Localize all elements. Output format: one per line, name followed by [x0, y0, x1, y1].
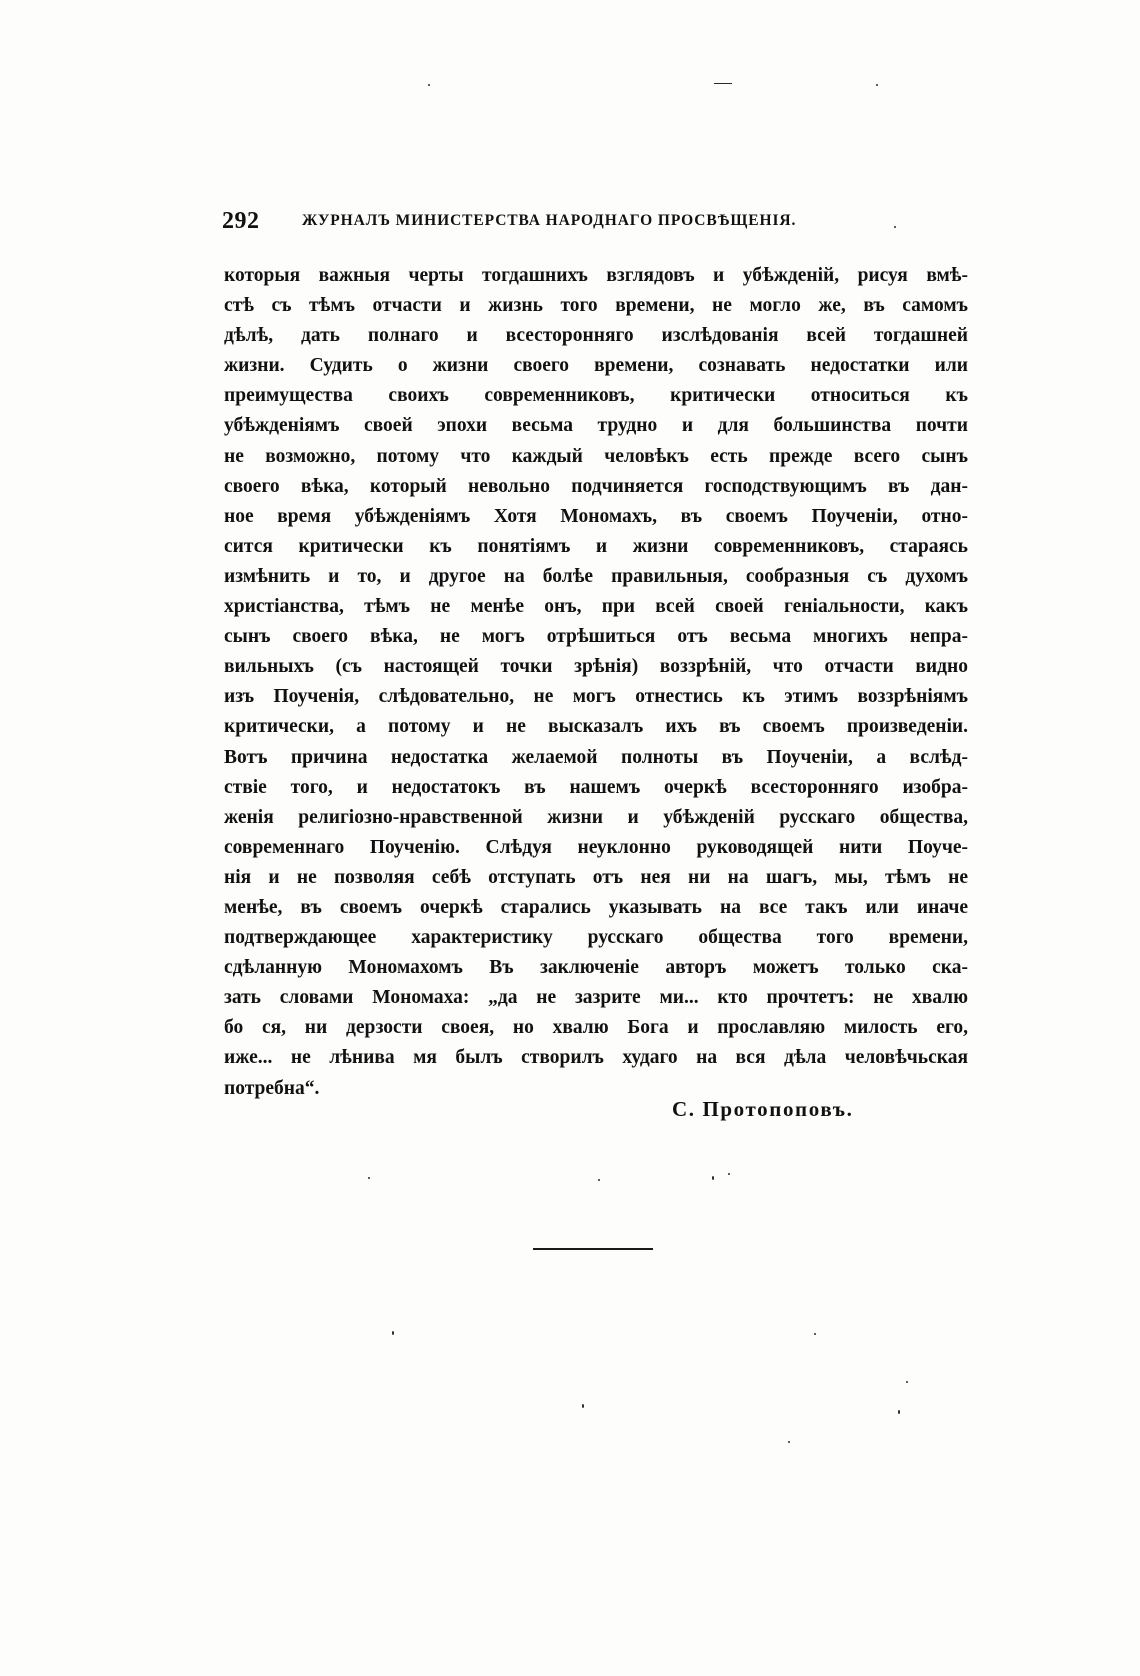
scan-speck	[876, 84, 878, 86]
page-header	[222, 204, 894, 238]
text-line: убѣжденіямъ своей эпохи весьма трудно и для большинства почти	[224, 415, 968, 437]
text-line: ное время убѣжденіямъ Хотя Мономахъ, въ своемъ Поученіи, отно-	[224, 505, 968, 527]
scan-speck	[728, 1173, 730, 1175]
scan-speck	[898, 1410, 900, 1414]
scan-speck	[814, 1333, 816, 1335]
text-line: преимущества своихъ современниковъ, критически относиться къ	[224, 385, 968, 407]
text-line: нія и не позволяя себѣ отступать отъ нея ни на шагъ, мы, тѣмъ не	[224, 866, 968, 888]
end-rule	[533, 1248, 653, 1250]
text-line: своего вѣка, который невольно подчиняется господствующимъ въ дан-	[224, 475, 968, 497]
text-line: изъ Поученія, слѣдовательно, не могъ отнестись къ этимъ воззрѣніямъ	[224, 686, 968, 708]
text-line: Вотъ причина недостатка желаемой полноты въ Поученіи, а вслѣд-	[224, 746, 968, 768]
text-line: бо ся, ни дерзости своея, но хвалю Бога и прославляю милость его,	[224, 1017, 968, 1039]
text-line: жизни. Судить о жизни своего времени, сознавать недостатки или	[224, 355, 968, 377]
text-line: менѣе, въ своемъ очеркѣ старались указывать на все такъ или иначе	[224, 896, 968, 918]
text-line: не возможно, потому что каждый человѣкъ есть прежде всего сынъ	[224, 445, 968, 467]
scan-speck	[788, 1441, 790, 1443]
text-line: сдѣланную Мономахомъ Въ заключеніе авторъ можетъ только ска-	[224, 957, 968, 979]
page-number: 292	[222, 208, 260, 234]
running-title: ЖУРНАЛЪ МИНИСТЕРСТВА НАРОДНАГО ПРОСВѢЩЕНІЯ.	[302, 212, 797, 229]
text-line: критически, а потому и не высказалъ ихъ въ своемъ произведеніи.	[224, 716, 968, 738]
scan-speck	[906, 1381, 908, 1383]
text-line: женія религіозно-нравственной жизни и убѣжденій русскаго общества,	[224, 806, 968, 828]
text-line: христіанства, тѣмъ не менѣе онъ, при всей своей геніальности, какъ	[224, 596, 968, 618]
text-line: подтверждающее характеристику русскаго общества того времени,	[224, 927, 968, 949]
scan-speck	[428, 84, 430, 86]
text-line: ствіе того, и недостатокъ въ нашемъ очеркѣ всесторонняго изобра-	[224, 776, 968, 798]
author-signature: С. Протопоповъ.	[672, 1097, 854, 1121]
text-line: которыя важныя черты тогдашнихъ взглядовъ и убѣжденій, рисуя вмѣ-	[224, 265, 968, 286]
scan-speck	[598, 1179, 600, 1181]
text-line: сится критически къ понятіямъ и жизни современниковъ, стараясь	[224, 535, 968, 557]
text-line: зать словами Мономаха: „да не зазрите ми... кто прочтетъ: не хвалю	[224, 987, 968, 1009]
scan-speck	[392, 1331, 394, 1335]
text-line: стѣ съ тѣмъ отчасти и жизнь того времени, не могло же, въ самомъ	[224, 295, 968, 317]
text-line: иже... не лѣнива мя былъ створилъ худаго на вся дѣла человѣчьская	[224, 1047, 968, 1069]
text-line: потребна“.	[224, 1077, 320, 1099]
text-line: измѣнить и то, и другое на болѣе правильныя, сообразныя съ духомъ	[224, 565, 968, 587]
scan-speck	[582, 1404, 584, 1408]
text-line: современнаго Поученію. Слѣдуя неуклонно руководящей нити Поуче-	[224, 836, 968, 858]
scan-speck	[714, 83, 732, 84]
scan-speck	[712, 1176, 714, 1180]
scan-speck	[894, 226, 896, 228]
text-line: дѣлѣ, дать полнаго и всесторонняго изслѣдованія всей тогдашней	[224, 325, 968, 347]
text-line: сынъ своего вѣка, не могъ отрѣшиться отъ весьма многихъ непра-	[224, 626, 968, 648]
text-line: вильныхъ (съ настоящей точки зрѣнія) воззрѣній, что отчасти видно	[224, 656, 968, 678]
scan-speck	[368, 1177, 370, 1179]
body-text	[224, 261, 968, 1104]
